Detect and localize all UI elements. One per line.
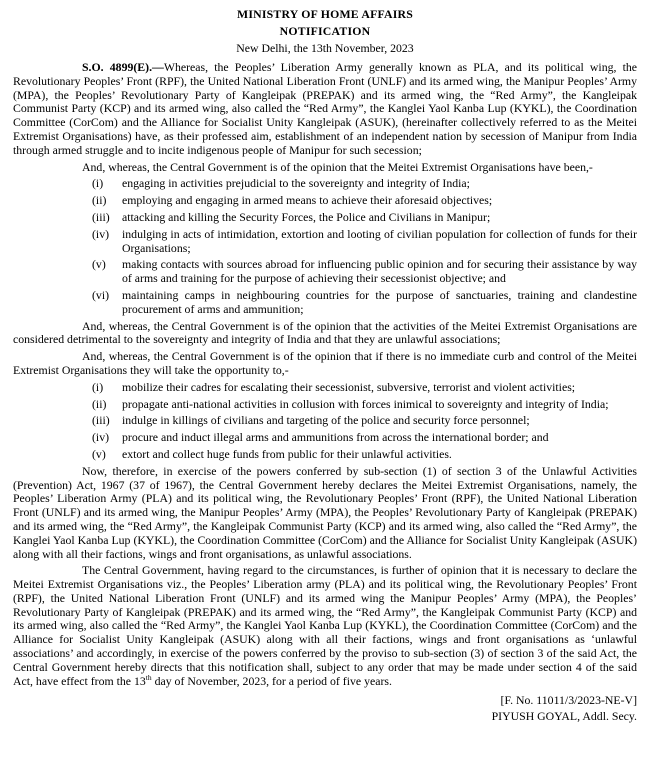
ordinal-superscript: th xyxy=(145,672,152,682)
list-item-text: maintaining camps in neighbouring countries for the purpose of sanctuaries, training and clandestine procurement of arms and ammunition; xyxy=(122,287,637,316)
signatory-name: PIYUSH GOYAL, Addl. Secy. xyxy=(491,708,637,723)
list-item xyxy=(13,398,637,412)
list-item-text: extort and collect huge funds from public for their unlawful activities. xyxy=(122,446,452,461)
list-item-text: indulge in killings of civilians and targeting of the police and security force personnel; xyxy=(122,413,530,428)
list-item xyxy=(13,414,637,428)
list-item xyxy=(13,448,637,462)
list-item-number: (vi) xyxy=(92,287,110,302)
opening-paragraph xyxy=(13,61,637,158)
closing-paragraph xyxy=(13,564,637,688)
list-item-text: attacking and killing the Security Forces, the Police and Civilians in Manipur; xyxy=(122,209,491,224)
list-item-number: (i) xyxy=(92,176,104,191)
list-item-text: mobilize their cadres for escalating their secessionist, subversive, terrorist and violent activities; xyxy=(122,379,576,394)
list-item xyxy=(13,431,637,445)
list-item-text: engaging in activities prejudicial to the sovereignty and integrity of India; xyxy=(122,176,470,191)
list-item xyxy=(13,381,637,395)
list-item-number: (i) xyxy=(92,379,104,394)
list-item-number: (iii) xyxy=(92,209,110,224)
list-item xyxy=(13,177,637,191)
list-item xyxy=(13,289,637,317)
list-item-number: (iv) xyxy=(92,226,110,241)
list-item-number: (v) xyxy=(92,446,106,461)
opportunity-list xyxy=(13,381,637,462)
list-item-number: (ii) xyxy=(92,396,107,411)
signature-block xyxy=(13,693,637,724)
list-item xyxy=(13,228,637,256)
acts-list xyxy=(13,177,637,316)
closing-text-after: day of November, 2023, for a period of five years. xyxy=(151,673,392,688)
ministry-title: MINISTRY OF HOME AFFAIRS xyxy=(237,7,413,21)
list-item-text: making contacts with sources abroad for influencing public opinion and for securing their assistance by way of arms and training for the purpose of achieving their secessionist objective; and xyxy=(122,257,637,286)
list-item-text: indulging in acts of intimidation, extortion and looting of civilian population for collection of funds for their Organisations; xyxy=(122,226,637,255)
whereas-no-curb-paragraph: And, whereas, the Central Government is of the opinion that if there is no immediate curb and control of the Meitei Extremist Organisations they will take the opportunity to,- xyxy=(13,349,637,377)
dateline: New Delhi, the 13th November, 2023 xyxy=(236,41,414,55)
list-item-text: propagate anti-national activities in collusion with forces inimical to sovereignty and integrity of India; xyxy=(122,396,609,411)
whereas-detrimental-paragraph: And, whereas, the Central Government is of the opinion that the activities of the Meitei Extremist Organisations are considered detrimental to the sovereignty and integrity of India and that they are unlawful associations; xyxy=(13,318,637,347)
declaration-paragraph: Now, therefore, in exercise of the powers conferred by sub-section (1) of section 3 of the Unlawful Activities (Prevention) Act, 1967 (37 of 1967), the Central Government hereby declares the Meitei Extremist Organisations, namely, the Peoples’ Liberation Army (PLA) and its political wing, the Revolutionary Peoples’ Front (RPF), the United National Liberation Front (UNLF) and its armed wing, the Manipur Peoples’ Army (MPA), the Peoples’ Revolutionary Party of Kangleipak (PREPAK) and its armed wing, the “Red Army”, the Kangleipak Communist Party (KCP) and its armed wing, also called the “Red Army”, the Kanglei Yaol Kanba Lup (KYKL), the Coordination Committee (CorCom) and the Alliance for Socialist Unity Kangleipak (ASUK) along with all their factions, wings and front organisations, as unlawful associations. xyxy=(13,463,637,561)
whereas-opinion-paragraph: And, whereas, the Central Government is of the opinion that the Meitei Extremist Organisations have been,- xyxy=(82,159,593,174)
notification-title: NOTIFICATION xyxy=(279,24,371,38)
list-item-number: (v) xyxy=(92,257,106,272)
list-item xyxy=(13,194,637,208)
file-number: [F. No. 11011/3/2023-NE-V] xyxy=(500,693,637,708)
list-item xyxy=(13,211,637,225)
list-item-number: (ii) xyxy=(92,193,107,208)
list-item-text: employing and engaging in armed means to achieve their aforesaid objectives; xyxy=(122,193,493,208)
opening-paragraph-text: Whereas, the Peoples’ Liberation Army generally known as PLA, and its political wing, the Revolutionary Peoples’ Front (RPF), the United National Liberation Front (UNLF) and its armed wing, the Manipur Peoples’ Army (MPA), the Peoples’ Revolutionary Party of Kangleipak (PREPAK) and its armed wing, the “Red Army”, the Kangleipak Communist Party (KCP) and its armed wing, also called the “Red Army”, the Kanglei Yaol Kanba Lup (KYKL), the Coordination Committee (CorCom) and the Alliance for Socialist Unity Kangleipak (ASUK), (hereinafter collectively referred to as the Meitei Extremist Organisations) have, as their professed aim, establishment of an independent nation by secession of Manipur from India through armed struggle and to incite indigenous people of Manipur for such secession; xyxy=(13,60,637,157)
list-item-number: (iii) xyxy=(92,413,110,428)
closing-text-before: The Central Government, having regard to the circumstances, is further of opinion that it is necessary to declare the Meitei Extremist Organisations viz., the Peoples’ Liberation army (PLA) and its political wing, the Revolutionary Peoples’ Front (RPF), the United National Liberation Front (UNLF) and its armed wing the Manipur Peoples’ Army (MPA), the Peoples’ Revolutionary Party of Kangleipak (PREPAK) and its armed wing, the “Red Army”, the Kangleipak Communist Party (KCP) and its armed wing, also called the “Red Army”, the Kanglei Yaol Kanba Lup (KYKL), the Coordination Committee (CorCom) and the Alliance for Socialist Unity Kangleipak (ASUK) along with all their factions, wings and front organisations as ‘unlawful associations’ and accordingly, in exercise of the powers conferred by the proviso to sub-section (3) of section 3 of the said Act, the Central Government hereby directs that this notification shall, subject to any order that may be made under section 4 of the said Act, have effect from the 13 xyxy=(13,563,637,688)
list-item-text: procure and induct illegal arms and ammunitions from across the international border; and xyxy=(122,430,549,445)
list-item-number: (iv) xyxy=(92,430,110,445)
list-item xyxy=(13,258,637,286)
so-number: S.O. 4899(E).— xyxy=(82,60,164,74)
